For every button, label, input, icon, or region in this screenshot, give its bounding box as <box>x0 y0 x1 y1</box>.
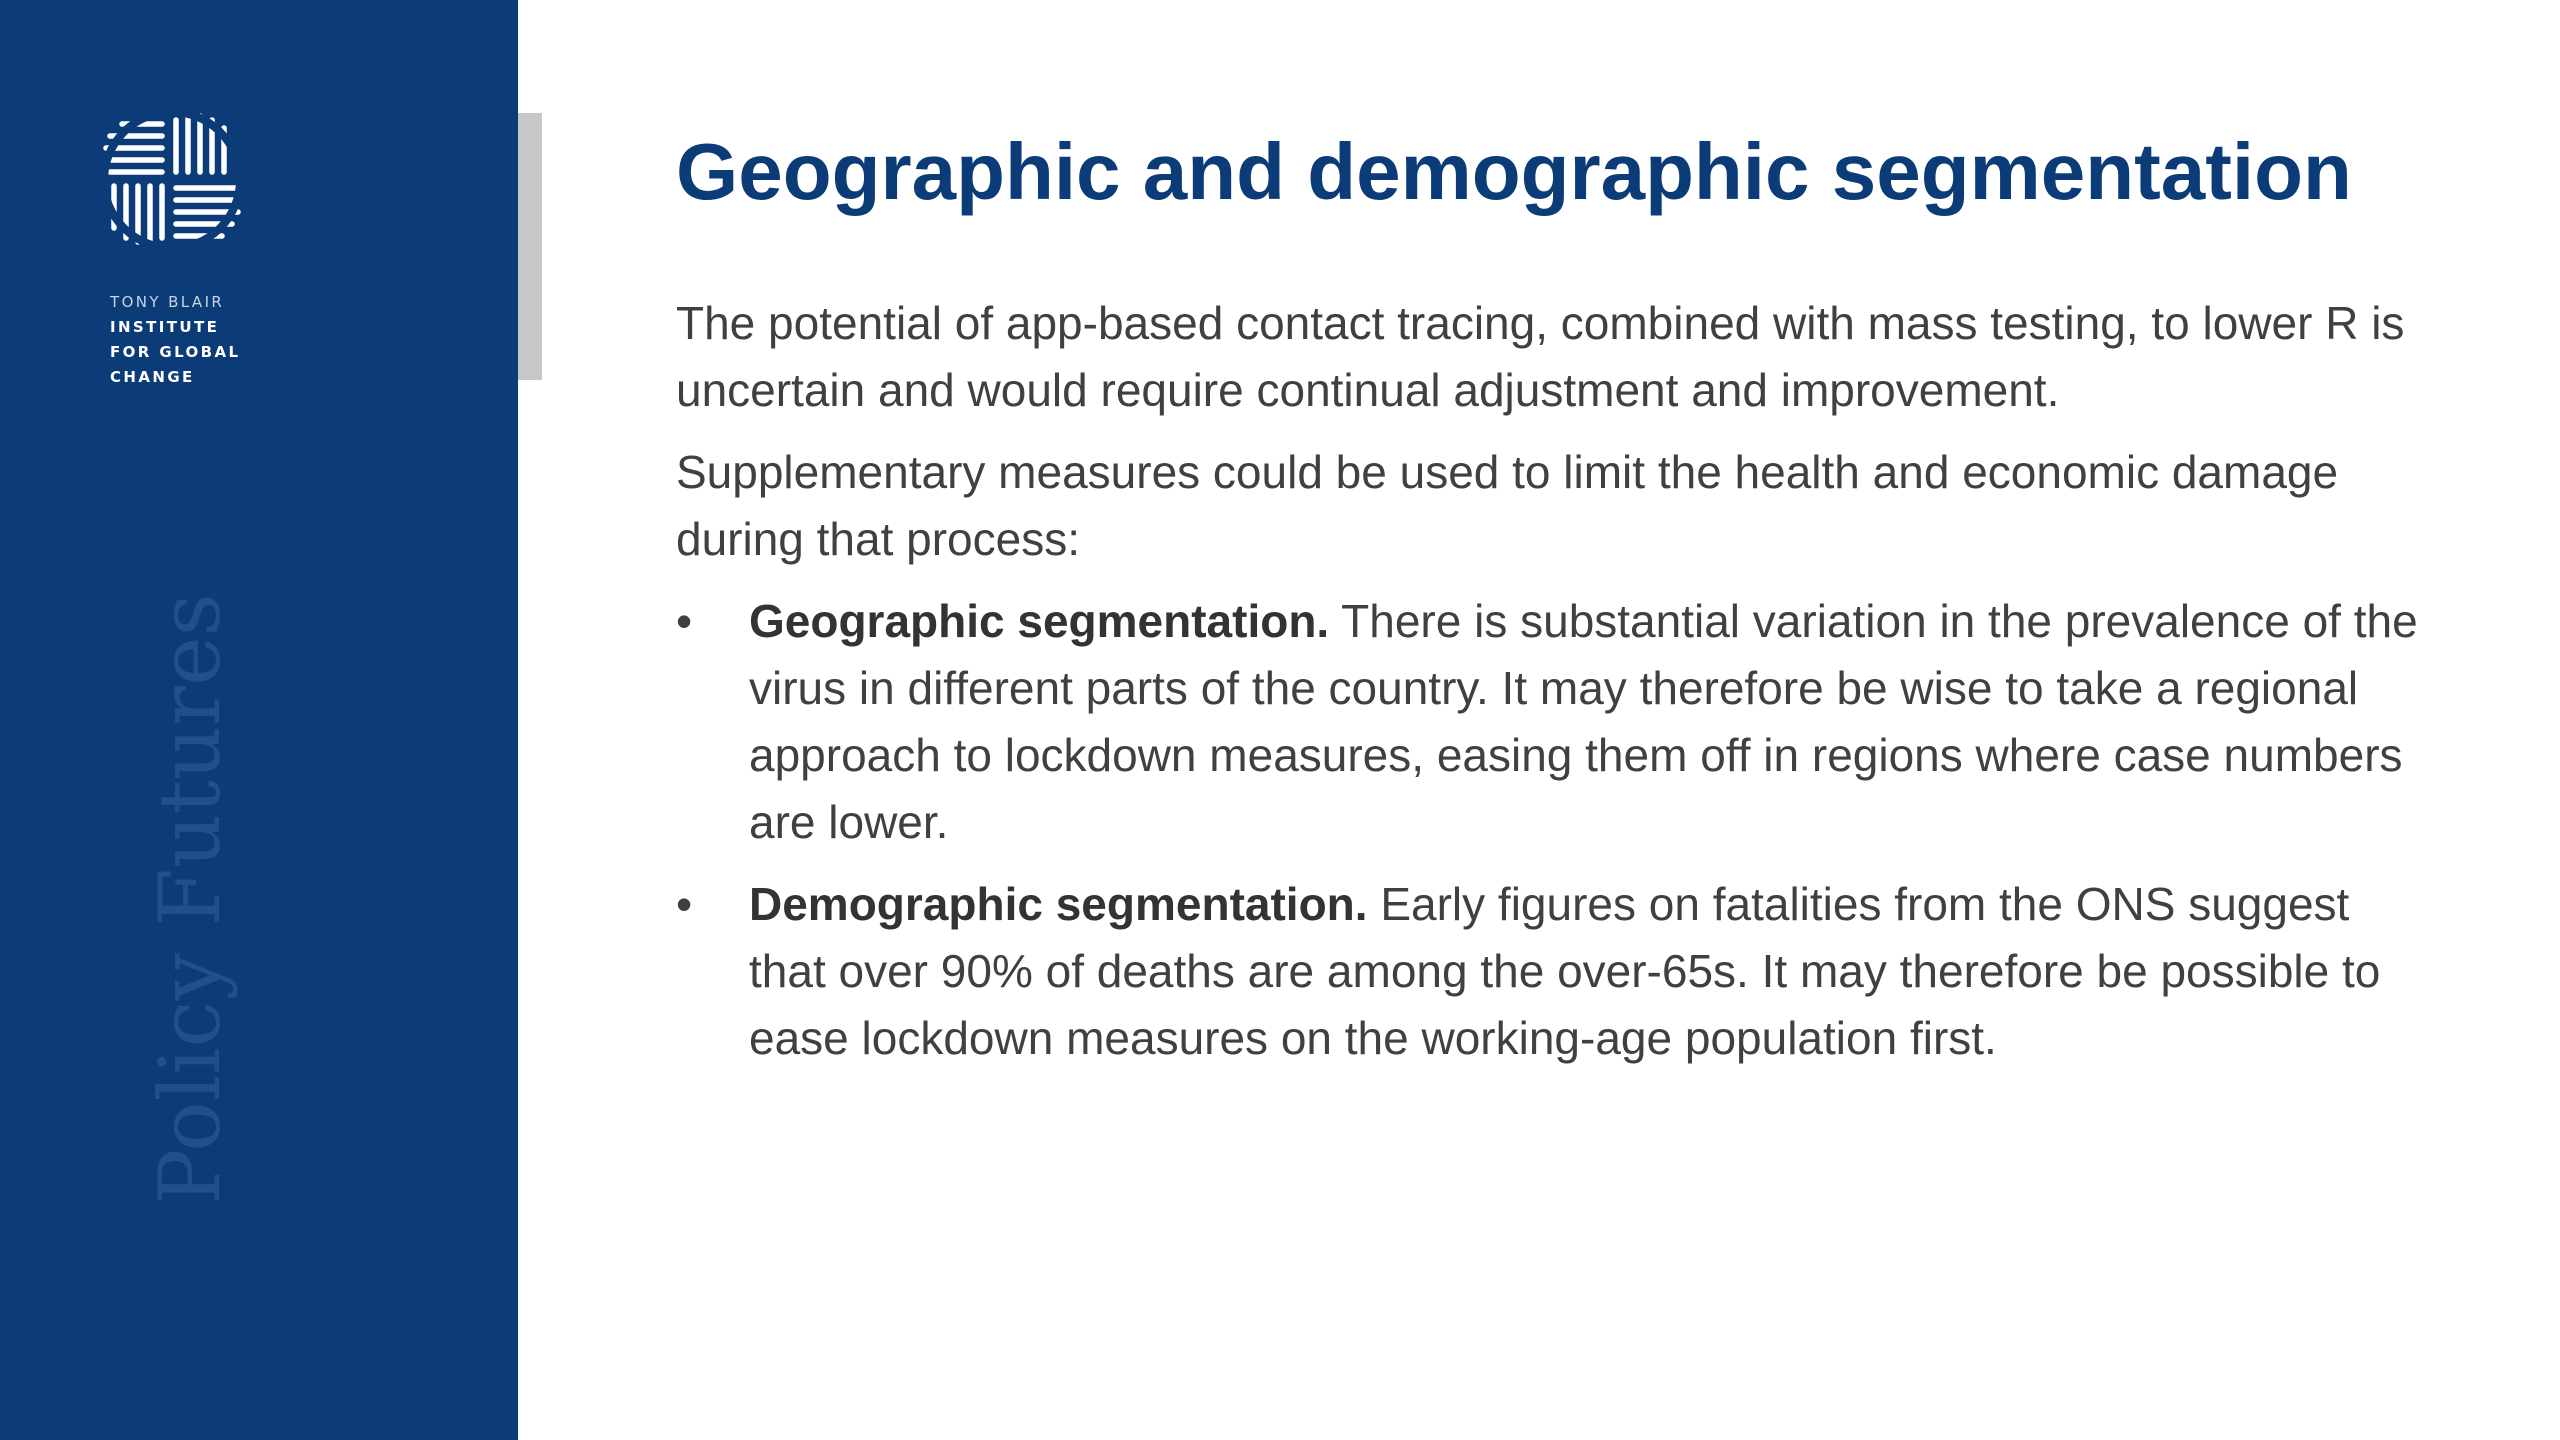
slide-title: Geographic and demographic segmentation <box>676 127 2352 216</box>
bullet-marker: • <box>676 595 693 647</box>
org-name-line-1: TONY BLAIR <box>110 293 225 311</box>
sidebar <box>0 0 518 1440</box>
supplementary-paragraph: Supplementary measures could be used to limit the health and economic damage during that process: <box>676 446 2339 565</box>
bullet-list <box>676 588 2436 1072</box>
intro-paragraph: The potential of app-based contact tracing, combined with mass testing, to lower R is uncertain and would require continual adjustment and improvement. <box>676 297 2405 416</box>
policy-futures-watermark: Policy Futures <box>141 593 239 1205</box>
org-name-line-2: INSTITUTE <box>110 318 220 336</box>
bullet-marker: • <box>676 878 693 930</box>
bullet-geographic <box>676 588 2436 856</box>
bullet-text-demographic: Early figures on fatalities from the ONS suggest that over 90% of deaths are among the over-65s. It may therefore be possible to ease lockdown measures on the working-age population first. <box>749 878 2381 1064</box>
org-name-line-4: CHANGE <box>110 368 195 386</box>
bullet-demographic <box>676 871 2436 1072</box>
bullet-lead-geographic: Geographic segmentation. <box>749 595 1330 647</box>
bullet-lead-demographic: Demographic segmentation. <box>749 878 1368 930</box>
slide-body <box>676 290 2436 1087</box>
bullet-text-geographic: There is substantial variation in the prevalence of the virus in different parts of the country. It may therefore be wise to take a regional approach to lockdown measures, easing them off in regions where case numbers are lower. <box>749 595 2418 848</box>
org-name <box>110 290 310 390</box>
tbi-logo-icon <box>102 110 242 250</box>
org-name-line-3: FOR GLOBAL <box>110 343 241 361</box>
accent-bar <box>518 113 542 380</box>
